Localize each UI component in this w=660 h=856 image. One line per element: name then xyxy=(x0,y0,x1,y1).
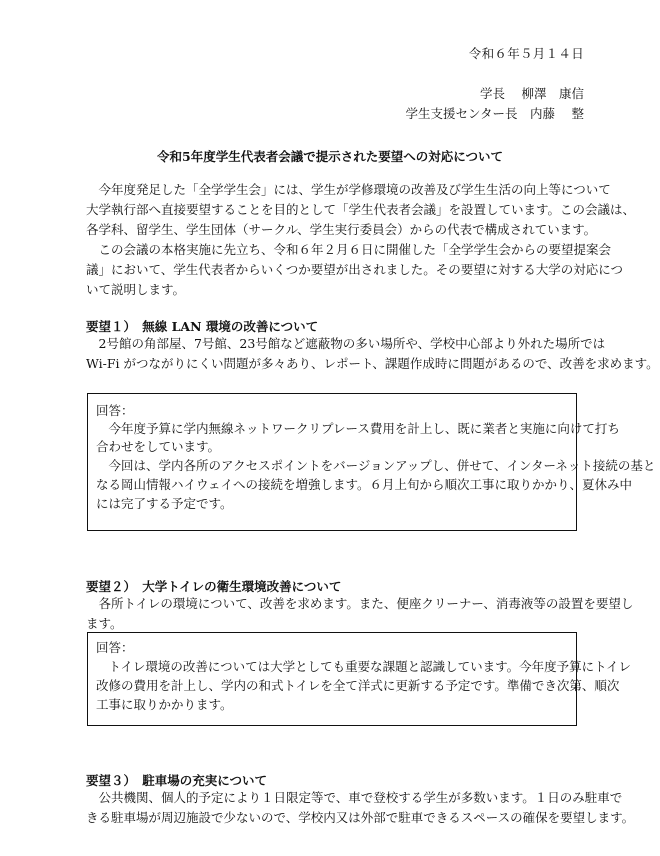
document-title: 令和5年度学生代表者会議で提示された要望への対応について xyxy=(157,149,503,164)
request-2-body-line: ます。 xyxy=(86,616,123,631)
request-1-heading: 要望１） 無線 LAN 環境の改善について xyxy=(86,319,319,334)
document-date: 令和６年５月１４日 xyxy=(468,46,584,61)
request-1-body xyxy=(86,334,659,374)
answer-line: なる岡山情報ハイウェイへの接続を増強します。６月上旬から順次工事に取りかかり、夏休み中 xyxy=(96,477,633,492)
request-1-body-line: Wi-Fi がつながりにくい問題が多々あり、レポート、課題作成時に問題があるので、改善を求めます。 xyxy=(86,356,659,371)
answer-line: 今回は、学内各所のアクセスポイントをバージョンアップし、併せて、インターネット接続の基と xyxy=(96,458,656,473)
intro-line: この会議の本格実施に先立ち、令和６年２月６日に開催した「全学学生会からの要望提案会 xyxy=(86,242,612,257)
intro-paragraph xyxy=(86,180,636,300)
answer-line: 合わせをしています。 xyxy=(96,439,221,454)
answer-line: 改修の費用を計上し、学内の和式トイレを全て洋式に更新する予定です。準備でき次第、順次 xyxy=(96,678,620,693)
request-3-body xyxy=(86,788,635,828)
request-1-body-line: 2号館の角部屋、7号館、23号館など遮蔽物の多い場所や、学校中心部より外れた場所では xyxy=(86,336,606,351)
request-3-body-line: 公共機関、個人的予定により１日限定等で、車で登校する学生が多数います。１日のみ駐車で xyxy=(86,790,623,805)
request-3-body-line: きる駐車場が周辺施設で少ないので、学校内又は外部で駐車できるスペースの確保を要望します。 xyxy=(86,810,635,825)
request-2-body xyxy=(86,594,634,634)
answer-line: トイレ環境の改善については大学としても重要な課題と認識しています。今年度予算にトイレ xyxy=(96,659,632,674)
request-2-body-line: 各所トイレの環境について、改善を求めます。また、便座クリーナー、消毒液等の設置を要望し xyxy=(86,596,634,611)
intro-line: 議」において、学生代表者からいくつか要望が出されました。その要望に対する大学の対応につ xyxy=(86,262,624,277)
intro-line: 今年度発足した「全学学生会」には、学生が学修環境の改善及び学生生活の向上等について xyxy=(86,182,611,197)
request-3-heading: 要望３） 駐車場の充実について xyxy=(86,773,268,788)
request-1-answer-box xyxy=(87,393,656,531)
request-2-heading: 要望２） 大学トイレの衛生環境改善について xyxy=(86,579,342,594)
answer-line: 工事に取りかかります。 xyxy=(96,697,233,712)
request-2-answer-box xyxy=(87,632,632,726)
signatory-center-director: 学生支援センター長 内藤 整 xyxy=(405,106,584,121)
signatory-president: 学長 柳澤 康信 xyxy=(480,86,584,101)
intro-line: 大学執行部へ直接要望することを目的として「学生代表者会議」を設置しています。この会議は、 xyxy=(86,202,636,217)
answer-label: 回答： xyxy=(96,403,134,418)
intro-line: いて説明します。 xyxy=(86,282,186,297)
answer-label: 回答： xyxy=(96,640,134,655)
answer-line: には完了する予定です。 xyxy=(96,496,233,511)
intro-line: 各学科、留学生、学生団体（サークル、学生実行委員会）からの代表で構成されています。 xyxy=(86,222,597,237)
answer-line: 今年度予算に学内無線ネットワークリプレース費用を計上し、既に業者と実施に向けて打ち xyxy=(96,421,620,436)
